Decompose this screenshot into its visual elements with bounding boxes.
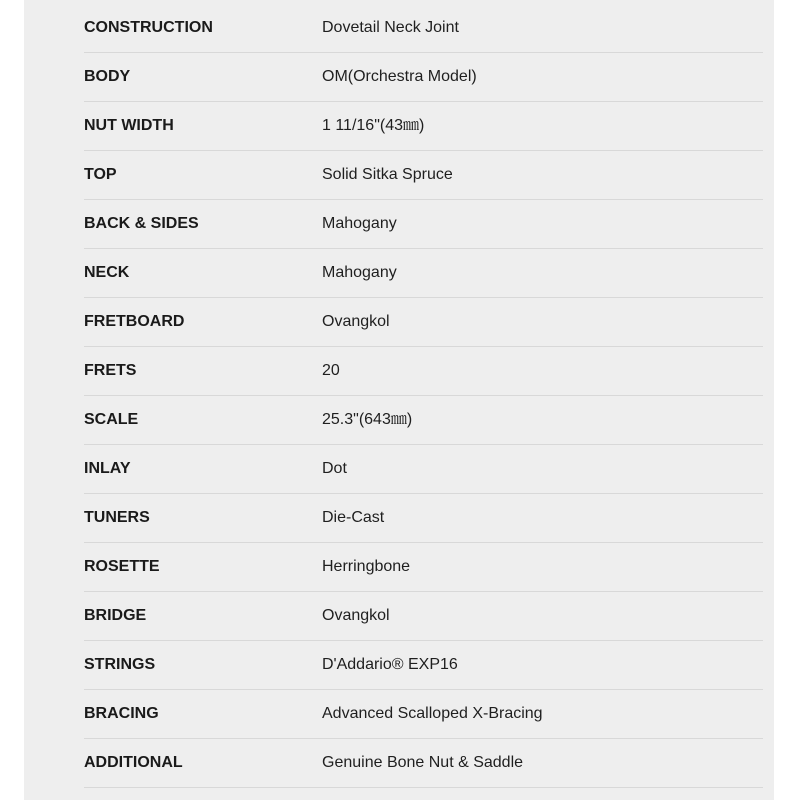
spec-row-construction — [84, 4, 763, 53]
spec-row-strings — [84, 641, 763, 690]
spec-row-tuners — [84, 494, 763, 543]
spec-label: BACK & SIDES — [84, 215, 199, 232]
spec-label: STRINGS — [84, 656, 156, 673]
spec-label: BODY — [84, 68, 131, 85]
spec-row-scale — [84, 396, 763, 445]
spec-value: Ovangkol — [322, 607, 390, 624]
spec-value: Mahogany — [322, 264, 397, 281]
spec-row-nut-width — [84, 102, 763, 151]
spec-value: OM(Orchestra Model) — [322, 68, 477, 85]
spec-row-bridge — [84, 592, 763, 641]
spec-label: TOP — [84, 166, 117, 183]
spec-label: ADDITIONAL — [84, 754, 183, 771]
spec-value: 20 — [322, 362, 340, 379]
spec-value: Dovetail Neck Joint — [322, 19, 459, 36]
spec-row-rosette — [84, 543, 763, 592]
spec-panel — [24, 0, 774, 800]
spec-label: BRACING — [84, 705, 159, 722]
spec-row-frets — [84, 347, 763, 396]
spec-row-back-sides — [84, 200, 763, 249]
spec-label: ROSETTE — [84, 558, 160, 575]
spec-label: NECK — [84, 264, 130, 281]
spec-row-body — [84, 53, 763, 102]
spec-label: TUNERS — [84, 509, 150, 526]
spec-label: NUT WIDTH — [84, 117, 174, 134]
spec-value: Solid Sitka Spruce — [322, 166, 453, 183]
spec-row-fretboard — [84, 298, 763, 347]
spec-row-top — [84, 151, 763, 200]
spec-value: Dot — [322, 460, 347, 477]
spec-label: CONSTRUCTION — [84, 19, 213, 36]
spec-value: Advanced Scalloped X-Bracing — [322, 705, 543, 722]
spec-value: Mahogany — [322, 215, 397, 232]
spec-value: Ovangkol — [322, 313, 390, 330]
spec-value: Die-Cast — [322, 509, 385, 526]
spec-table — [84, 4, 763, 788]
spec-label: INLAY — [84, 460, 131, 477]
spec-value: Genuine Bone Nut & Saddle — [322, 754, 524, 771]
spec-value: 25.3"(643㎜) — [322, 411, 413, 428]
spec-row-additional — [84, 739, 763, 788]
spec-label: FRETBOARD — [84, 313, 185, 330]
spec-value: Herringbone — [322, 558, 411, 575]
spec-row-neck — [84, 249, 763, 298]
spec-value: 1 11/16"(43㎜) — [322, 117, 425, 134]
spec-label: FRETS — [84, 362, 137, 379]
spec-label: SCALE — [84, 411, 139, 428]
spec-value: D'Addario® EXP16 — [322, 656, 458, 673]
spec-row-bracing — [84, 690, 763, 739]
spec-row-inlay — [84, 445, 763, 494]
spec-label: BRIDGE — [84, 607, 147, 624]
